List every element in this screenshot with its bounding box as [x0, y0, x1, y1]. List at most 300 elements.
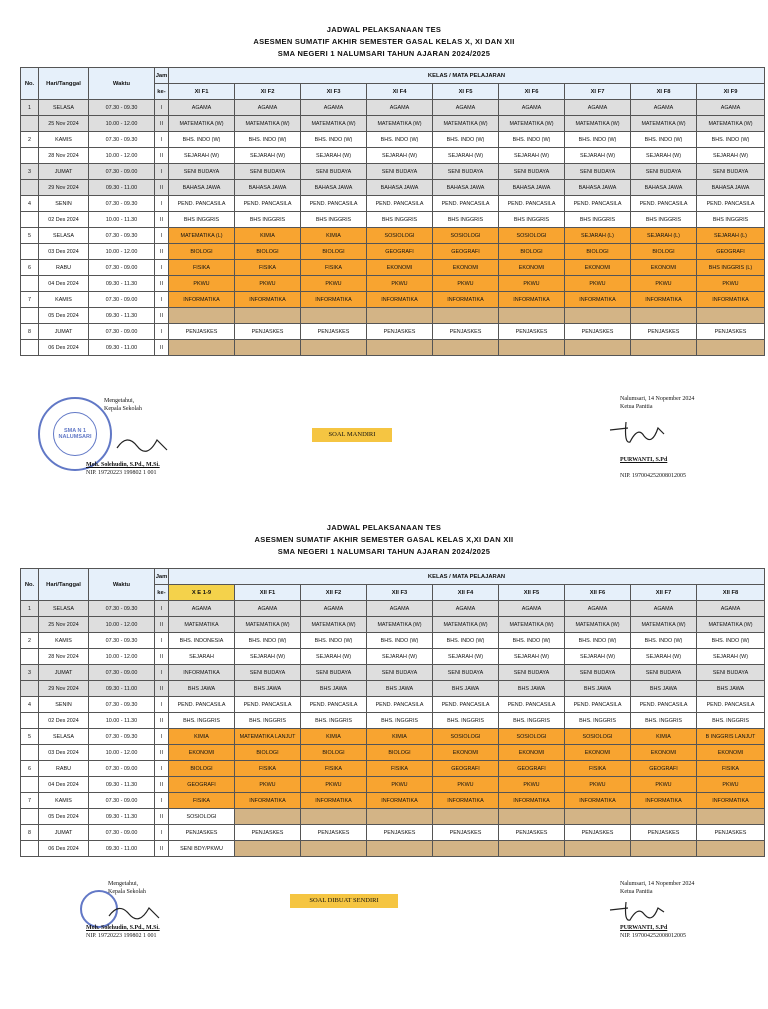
subject-cell: GEOGRAFI — [433, 761, 499, 777]
class-column-header: XII F7 — [631, 585, 697, 601]
subject-cell — [301, 809, 367, 825]
row-session: II — [155, 308, 169, 324]
subject-cell: INFORMATIKA — [565, 292, 631, 308]
subject-cell: BHS. INDO (W) — [169, 132, 235, 148]
subject-cell: MATEMATIKA (W) — [697, 116, 765, 132]
subject-cell: INFORMATIKA — [499, 292, 565, 308]
row-day-date: 05 Des 2024 — [39, 809, 89, 825]
class-column-header: XII F2 — [301, 585, 367, 601]
subject-cell: GEOGRAFI — [499, 761, 565, 777]
row-session: I — [155, 633, 169, 649]
table-row — [21, 292, 765, 308]
row-time: 09.30 - 11.30 — [89, 809, 155, 825]
table-row — [21, 196, 765, 212]
row-day-date: 28 Nov 2024 — [39, 148, 89, 164]
subject-cell: SOSIOLOGI — [499, 729, 565, 745]
row-number: 6 — [21, 761, 39, 777]
subject-cell: PENJASKES — [631, 324, 697, 340]
subject-cell: BHS. INGGRIS — [499, 713, 565, 729]
subject-cell: BHS INGGRIS — [631, 212, 697, 228]
sheet-title: JADWAL PELAKSANAAN TES — [326, 25, 442, 34]
subject-cell: BHS. INDO (W) — [565, 132, 631, 148]
subject-cell — [367, 340, 433, 356]
subject-cell: EKONOMI — [631, 260, 697, 276]
row-number — [21, 116, 39, 132]
row-number: 2 — [21, 633, 39, 649]
subject-cell: MATEMATIKA (W) — [235, 116, 301, 132]
subject-cell: EKONOMI — [565, 260, 631, 276]
subject-cell: INFORMATIKA — [301, 793, 367, 809]
subject-cell: PEND. PANCASILA — [697, 196, 765, 212]
subject-cell: PEND. PANCASILA — [169, 196, 235, 212]
subject-cell: INFORMATIKA — [169, 292, 235, 308]
subject-cell: AGAMA — [565, 601, 631, 617]
row-session: I — [155, 196, 169, 212]
subject-cell: PEND. PANCASILA — [433, 697, 499, 713]
table-row — [21, 617, 765, 633]
row-session: I — [155, 729, 169, 745]
subject-cell: PKWU — [499, 777, 565, 793]
row-time: 10.00 - 12.00 — [89, 244, 155, 260]
subject-cell: EKONOMI — [367, 260, 433, 276]
row-number — [21, 617, 39, 633]
subject-cell: PENJASKES — [235, 324, 301, 340]
subject-cell: BHS. INGGRIS — [301, 713, 367, 729]
subject-cell: MATEMATIKA (W) — [367, 617, 433, 633]
subject-cell: FISIKA — [301, 761, 367, 777]
subject-cell — [631, 841, 697, 857]
table-row — [21, 276, 765, 292]
subject-cell — [433, 809, 499, 825]
subject-cell: PEND. PANCASILA — [499, 697, 565, 713]
row-session: II — [155, 617, 169, 633]
subject-cell: INFORMATIKA — [697, 793, 765, 809]
subject-cell: PEND. PANCASILA — [301, 697, 367, 713]
subject-cell: AGAMA — [499, 601, 565, 617]
subject-cell: PEND. PANCASILA — [565, 196, 631, 212]
row-day-date: SELASA — [39, 601, 89, 617]
row-day-date: 25 Nov 2024 — [39, 116, 89, 132]
subject-cell: BHS. INDONESIA — [169, 633, 235, 649]
subject-cell: PKWU — [631, 777, 697, 793]
row-number — [21, 340, 39, 356]
subject-cell: INFORMATIKA — [367, 292, 433, 308]
subject-cell: SEJARAH (W) — [235, 148, 301, 164]
subject-cell — [565, 809, 631, 825]
class-column-header: XII F1 — [235, 585, 301, 601]
subject-cell: SEJARAH (W) — [565, 148, 631, 164]
subject-cell: BIOLOGI — [301, 244, 367, 260]
row-day-date: KAMIS — [39, 132, 89, 148]
class-column-header: XI F3 — [301, 84, 367, 100]
subject-cell: INFORMATIKA — [565, 793, 631, 809]
subject-cell — [697, 308, 765, 324]
row-number — [21, 681, 39, 697]
row-time: 10.00 - 12.00 — [89, 148, 155, 164]
subject-cell: PEND. PANCASILA — [631, 697, 697, 713]
subject-cell: SEJARAH (W) — [367, 649, 433, 665]
subject-cell: EKONOMI — [433, 745, 499, 761]
subject-cell: SENI BUDAYA — [631, 164, 697, 180]
row-day-date: SELASA — [39, 228, 89, 244]
table-row — [21, 809, 765, 825]
row-number — [21, 308, 39, 324]
row-session: I — [155, 132, 169, 148]
row-session: II — [155, 244, 169, 260]
subject-cell: PEND. PANCASILA — [235, 196, 301, 212]
subject-cell: SENI BUDAYA — [433, 665, 499, 681]
subject-cell: AGAMA — [565, 100, 631, 116]
subject-cell: SOSIOLOGI — [169, 809, 235, 825]
row-time: 07.30 - 09.30 — [89, 132, 155, 148]
subject-cell: SENI BUDAYA — [169, 164, 235, 180]
table-row — [21, 212, 765, 228]
row-time: 10.00 - 12.00 — [89, 649, 155, 665]
subject-cell: AGAMA — [235, 100, 301, 116]
subject-cell: BHS. INDO (W) — [499, 132, 565, 148]
subject-cell: SENI BUDAYA — [301, 164, 367, 180]
subject-cell: SENI BUDAYA — [565, 164, 631, 180]
schedule-sheet-1 — [0, 0, 768, 500]
class-column-header: X E 1-9 — [169, 585, 235, 601]
subject-cell: BHS JAWA — [301, 681, 367, 697]
subject-cell: PKWU — [169, 276, 235, 292]
header-day-date: Hari/Tanggal — [39, 569, 89, 601]
row-time: 09.30 - 11.30 — [89, 276, 155, 292]
row-number — [21, 745, 39, 761]
subject-cell — [235, 809, 301, 825]
subject-cell: BHS. INDO (W) — [631, 633, 697, 649]
row-day-date: 04 Des 2024 — [39, 777, 89, 793]
subject-cell: FISIKA — [235, 761, 301, 777]
subject-cell: INFORMATIKA — [631, 292, 697, 308]
row-day-date: 29 Nov 2024 — [39, 180, 89, 196]
row-number — [21, 649, 39, 665]
row-day-date: 06 Des 2024 — [39, 340, 89, 356]
table-row — [21, 665, 765, 681]
row-number: 2 — [21, 132, 39, 148]
subject-cell: PENJASKES — [169, 324, 235, 340]
subject-cell: PENJASKES — [169, 825, 235, 841]
subject-cell: MATEMATIKA (W) — [631, 617, 697, 633]
subject-cell: EKONOMI — [631, 745, 697, 761]
subject-cell — [433, 841, 499, 857]
subject-cell: FISIKA — [565, 761, 631, 777]
subject-cell: BHS. INGGRIS — [433, 713, 499, 729]
subject-cell: PKWU — [565, 276, 631, 292]
subject-cell: INFORMATIKA — [697, 292, 765, 308]
subject-cell: SENI BUDAYA — [499, 164, 565, 180]
place-date: Nalumsari, 14 Nopember 2024 — [620, 881, 695, 887]
subject-cell: PEND. PANCASILA — [631, 196, 697, 212]
row-day-date: 04 Des 2024 — [39, 276, 89, 292]
chair-name: PURWANTI, S.Pd — [620, 925, 668, 931]
subject-cell: INFORMATIKA — [367, 793, 433, 809]
subject-cell: SENI BUDAYA — [697, 164, 765, 180]
subject-cell: BHS. INDO (W) — [301, 132, 367, 148]
subject-cell — [169, 340, 235, 356]
schedule-table — [20, 568, 765, 857]
subject-cell: GEOGRAFI — [169, 777, 235, 793]
subject-cell: BIOLOGI — [631, 244, 697, 260]
subject-cell: MATEMATIKA (W) — [301, 116, 367, 132]
subject-cell — [499, 841, 565, 857]
subject-cell: AGAMA — [697, 100, 765, 116]
row-day-date: 05 Des 2024 — [39, 308, 89, 324]
subject-cell: SOSIOLOGI — [367, 228, 433, 244]
row-time: 07.30 - 09.00 — [89, 665, 155, 681]
subject-cell: SEJARAH (W) — [433, 148, 499, 164]
table-row — [21, 761, 765, 777]
subject-cell: BAHASA JAWA — [235, 180, 301, 196]
subject-cell — [565, 308, 631, 324]
subject-cell: BAHASA JAWA — [697, 180, 765, 196]
subject-cell — [631, 809, 697, 825]
table-row — [21, 793, 765, 809]
subject-cell: BHS INGGRIS — [169, 212, 235, 228]
subject-cell: BHS INGGRIS — [433, 212, 499, 228]
subject-cell: GEOGRAFI — [631, 761, 697, 777]
row-session: II — [155, 148, 169, 164]
stamp-text: SMA N 1 NALUMSARI — [53, 412, 97, 456]
row-number: 8 — [21, 825, 39, 841]
header-session-sub: ke- — [155, 585, 169, 601]
subject-cell: SOSIOLOGI — [433, 729, 499, 745]
subject-cell: KIMIA — [367, 729, 433, 745]
acknowledge-label: Mengetahui, — [108, 881, 139, 887]
row-number — [21, 212, 39, 228]
table-row — [21, 180, 765, 196]
subject-cell: BHS JAWA — [235, 681, 301, 697]
subject-cell: BHS. INDO (W) — [235, 633, 301, 649]
subject-cell: FISIKA — [301, 260, 367, 276]
subject-cell: GEOGRAFI — [367, 244, 433, 260]
subject-cell: SENI BUDAYA — [433, 164, 499, 180]
subject-cell — [169, 308, 235, 324]
subject-cell: BHS. INGGRIS — [235, 713, 301, 729]
subject-cell: PENJASKES — [565, 324, 631, 340]
subject-cell: AGAMA — [697, 601, 765, 617]
row-number: 5 — [21, 228, 39, 244]
table-row — [21, 633, 765, 649]
principal-name-block — [86, 461, 160, 477]
subject-cell: MATEMATIKA (W) — [367, 116, 433, 132]
subject-cell: MATEMATIKA (W) — [499, 116, 565, 132]
subject-cell: PKWU — [367, 777, 433, 793]
class-column-header: XI F1 — [169, 84, 235, 100]
left-signature-block — [104, 397, 142, 413]
subject-cell: AGAMA — [499, 100, 565, 116]
row-day-date: SELASA — [39, 100, 89, 116]
row-time: 10.00 - 11.30 — [89, 212, 155, 228]
subject-cell: BHS JAWA — [499, 681, 565, 697]
subject-cell: BIOLOGI — [169, 761, 235, 777]
subject-cell: MATEMATIKA (W) — [499, 617, 565, 633]
subject-cell: MATEMATIKA (W) — [565, 617, 631, 633]
subject-cell: BHS INGGRIS — [565, 212, 631, 228]
principal-name: Moh. Solehudin, S.Pd., M.Si. — [86, 925, 160, 931]
table-row — [21, 308, 765, 324]
subject-cell: MATEMATIKA (W) — [631, 116, 697, 132]
subject-cell: PENJASKES — [499, 324, 565, 340]
subject-cell: BHS. INDO (W) — [301, 633, 367, 649]
subject-cell: KIMIA — [235, 228, 301, 244]
subject-cell — [631, 308, 697, 324]
subject-cell: BHS. INGGRIS — [169, 713, 235, 729]
subject-cell: AGAMA — [169, 601, 235, 617]
subject-cell: BHS INGGRIS — [367, 212, 433, 228]
subject-cell: PENJASKES — [367, 324, 433, 340]
subject-cell: AGAMA — [235, 601, 301, 617]
subject-cell: SOSIOLOGI — [433, 228, 499, 244]
subject-cell: BHS. INDO (W) — [565, 633, 631, 649]
subject-cell — [301, 308, 367, 324]
subject-cell — [367, 809, 433, 825]
subject-cell: BAHASA JAWA — [169, 180, 235, 196]
subject-cell: MATEMATIKA (W) — [565, 116, 631, 132]
class-column-header: XI F6 — [499, 84, 565, 100]
row-day-date: SENIN — [39, 196, 89, 212]
subject-cell: SEJARAH (W) — [631, 148, 697, 164]
note-label: SOAL MANDIRI — [312, 428, 392, 442]
subject-cell: PENJASKES — [367, 825, 433, 841]
subject-cell: FISIKA — [235, 260, 301, 276]
subject-cell: MATEMATIKA (W) — [433, 116, 499, 132]
subject-cell: INFORMATIKA — [433, 793, 499, 809]
subject-cell — [367, 308, 433, 324]
subject-cell: BIOLOGI — [565, 244, 631, 260]
subject-cell: BHS JAWA — [367, 681, 433, 697]
subject-cell: SENI BUDAYA — [697, 665, 765, 681]
class-column-header: XII F6 — [565, 585, 631, 601]
subject-cell: B INGGRIS LANJUT — [697, 729, 765, 745]
subject-cell: PENJASKES — [235, 825, 301, 841]
row-number: 8 — [21, 324, 39, 340]
subject-cell: AGAMA — [367, 100, 433, 116]
subject-cell: SEJARAH (W) — [499, 649, 565, 665]
subject-cell: BIOLOGI — [499, 244, 565, 260]
row-time: 07.30 - 09.00 — [89, 825, 155, 841]
school-name: SMA NEGERI 1 NALUMSARI TAHUN AJARAN 2024/2025 — [277, 49, 491, 58]
class-column-header: XI F4 — [367, 84, 433, 100]
subject-cell: BAHASA JAWA — [301, 180, 367, 196]
table-row — [21, 649, 765, 665]
row-time: 07.30 - 09.30 — [89, 633, 155, 649]
subject-cell: INFORMATIKA — [235, 793, 301, 809]
row-number — [21, 180, 39, 196]
row-day-date: 02 Des 2024 — [39, 212, 89, 228]
row-number: 5 — [21, 729, 39, 745]
subject-cell: SOSIOLOGI — [565, 729, 631, 745]
subject-cell: SENI BDY/PKWU — [169, 841, 235, 857]
subject-cell: BHS. INDO (W) — [697, 633, 765, 649]
row-session: I — [155, 164, 169, 180]
subject-cell: BHS. INDO (W) — [367, 633, 433, 649]
subject-cell: SEJARAH — [169, 649, 235, 665]
subject-cell: SEJARAH (W) — [235, 649, 301, 665]
class-column-header: XI F9 — [697, 84, 765, 100]
row-time: 07.30 - 09.00 — [89, 260, 155, 276]
row-time: 09.30 - 11.00 — [89, 340, 155, 356]
header-day-date: Hari/Tanggal — [39, 68, 89, 100]
subject-cell: SENI BUDAYA — [367, 164, 433, 180]
subject-cell: SENI BUDAYA — [301, 665, 367, 681]
subject-cell: EKONOMI — [565, 745, 631, 761]
row-day-date: 03 Des 2024 — [39, 745, 89, 761]
subject-cell: MATEMATIKA (W) — [697, 617, 765, 633]
row-day-date: 03 Des 2024 — [39, 244, 89, 260]
subject-cell: FISIKA — [169, 793, 235, 809]
table-row — [21, 244, 765, 260]
row-day-date: JUMAT — [39, 164, 89, 180]
subject-cell: MATEMATIKA (W) — [301, 617, 367, 633]
row-number: 6 — [21, 260, 39, 276]
subject-cell: PKWU — [433, 276, 499, 292]
row-session: I — [155, 324, 169, 340]
row-time: 07.30 - 09.30 — [89, 729, 155, 745]
row-time: 07.30 - 09.30 — [89, 601, 155, 617]
row-session: I — [155, 601, 169, 617]
subject-cell: BIOLOGI — [367, 745, 433, 761]
subject-cell — [235, 308, 301, 324]
subject-cell: MATEMATIKA LANJUT — [235, 729, 301, 745]
row-session: II — [155, 809, 169, 825]
subject-cell — [565, 841, 631, 857]
subject-cell: SENI BUDAYA — [499, 665, 565, 681]
row-time: 10.00 - 12.00 — [89, 116, 155, 132]
class-column-header: XI F8 — [631, 84, 697, 100]
subject-cell: PEND. PANCASILA — [235, 697, 301, 713]
header-class-subject: KELAS / MATA PELAJARAN — [169, 569, 765, 585]
table-row — [21, 601, 765, 617]
schedule-sheet-2 — [0, 510, 768, 1009]
subject-cell: BHS INGGRIS — [301, 212, 367, 228]
subject-cell: PKWU — [367, 276, 433, 292]
header-time: Waktu — [89, 569, 155, 601]
class-column-header: XI F7 — [565, 84, 631, 100]
subject-cell: BIOLOGI — [235, 745, 301, 761]
subject-cell: BAHASA JAWA — [499, 180, 565, 196]
subject-cell — [433, 308, 499, 324]
principal-role: Kepala Sekolah — [108, 889, 146, 895]
principal-nip: NIP. 19720223 199802 1 001 — [86, 933, 157, 939]
principal-signature-icon — [112, 428, 172, 458]
subject-cell: PENJASKES — [565, 825, 631, 841]
row-number: 4 — [21, 196, 39, 212]
row-number — [21, 809, 39, 825]
subject-cell: BHS INGGRIS — [235, 212, 301, 228]
subject-cell: INFORMATIKA — [301, 292, 367, 308]
subject-cell: EKONOMI — [697, 745, 765, 761]
row-session: II — [155, 841, 169, 857]
row-session: I — [155, 825, 169, 841]
subject-cell: BHS JAWA — [169, 681, 235, 697]
row-time: 10.00 - 11.30 — [89, 713, 155, 729]
row-number: 7 — [21, 292, 39, 308]
row-number — [21, 148, 39, 164]
sheet-subtitle: ASESMEN SUMATIF AKHIR SEMESTER GASAL KELAS X, XI DAN XII — [253, 37, 515, 46]
subject-cell: PEND. PANCASILA — [499, 196, 565, 212]
row-day-date: RABU — [39, 260, 89, 276]
subject-cell: PENJASKES — [301, 825, 367, 841]
subject-cell: PKWU — [235, 276, 301, 292]
row-time: 09.30 - 11.00 — [89, 180, 155, 196]
row-session: I — [155, 761, 169, 777]
subject-cell: SEJARAH (W) — [499, 148, 565, 164]
subject-cell: SEJARAH (W) — [565, 649, 631, 665]
subject-cell — [631, 340, 697, 356]
row-number: 1 — [21, 601, 39, 617]
